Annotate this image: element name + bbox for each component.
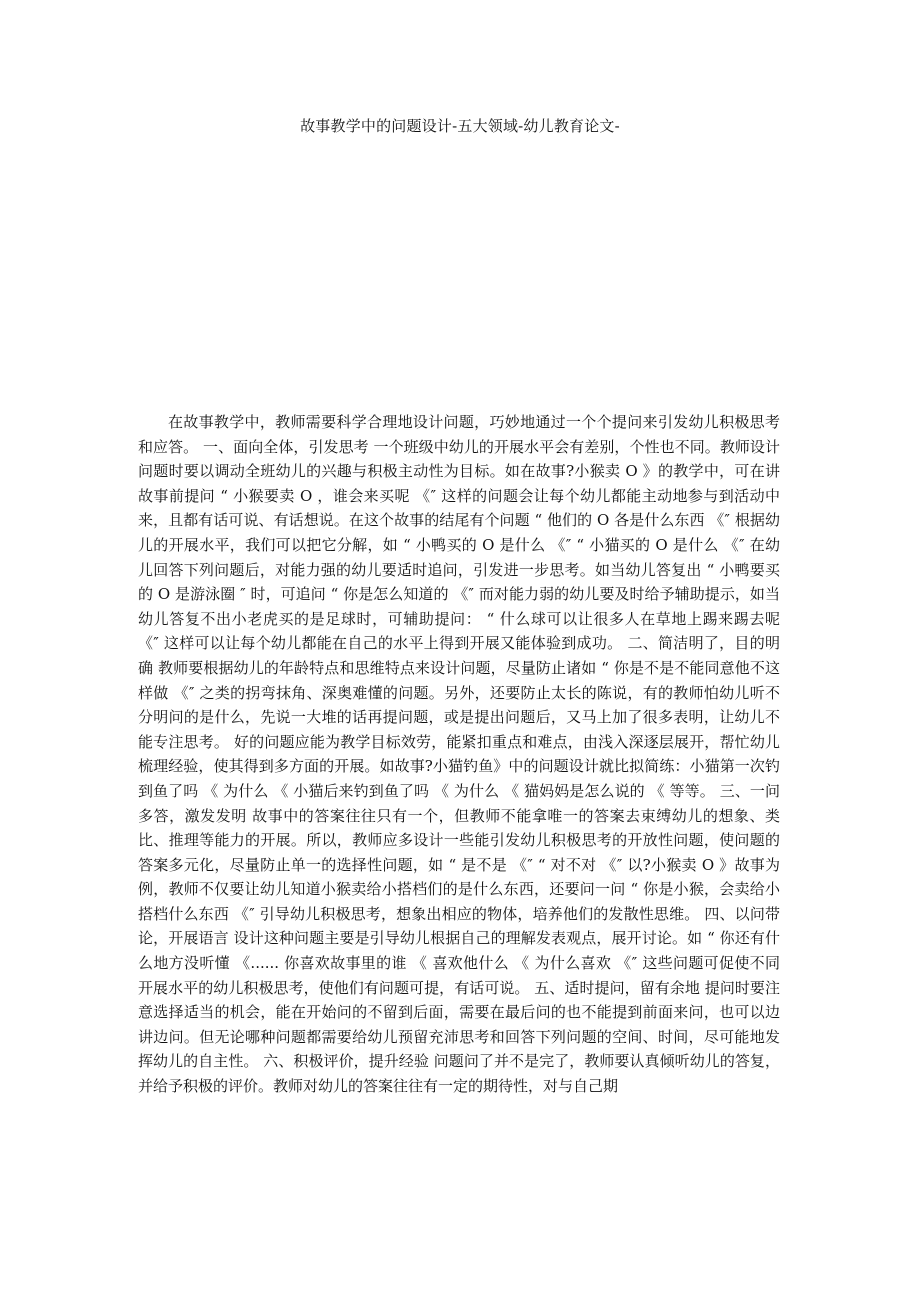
- document-title: 故事教学中的问题设计-五大领域-幼儿教育论文-: [300, 117, 620, 135]
- document-body-paragraph: 在故事教学中，教师需要科学合理地设计问题，巧妙地通过一个个提问来引发幼儿积极思考和应答。 一、面向全体，引发思考 一个班级中幼儿的开展水平会有差别，个性也不同。教师设计问题时要以调动全班幼儿的兴趣与积极主动性为目标。如在故事?小猴卖 O 》的教学中，可在讲故事前提问 “ 小猴要卖 O ，谁会来买呢 《″ 这样的问题会让每个幼儿都能主动地参与到活动中来，且都有话可说、有话想说。在这个故事的结尾有个问题 “ 他们的 O 各是什么东西 《″ 根据幼儿的开展水平，我们可以把它分解，如 “ 小鸭买的 O 是什么 《″ “ 小猫买的 O 是什么 《″ 在幼儿回答下列问题后，对能力强的幼儿要适时追问，引发进一步思考。如当幼儿答复出 “ 小鸭要买的 O 是游泳圈 ″ 时，可追问 “ 你是怎么知道的 《″ 而对能力弱的幼儿要及时给予辅助提示，如当幼儿答复不出小老虎买的是足球时，可辅助提问： “ 什么球可以让很多人在草地上踢来踢去呢 《″ 这样可以让每个幼儿都能在自己的水平上得到开展又能体验到成功。 二、简洁明了，目的明确 教师要根据幼儿的年龄特点和思维特点来设计问题，尽量防止诸如 “ 你是不是不能同意他不这样做 《″ 之类的拐弯抹角、深奥难懂的问题。另外，还要防止太长的陈说，有的教师怕幼儿听不分明问的是什么，先说一大堆的话再提问题，或是提出问题后，又马上加了很多表明，让幼儿不能专注思考。 好的问题应能为教学目标效劳，能紧扣重点和难点，由浅入深逐层展开，帮忙幼儿梳理经验，使其得到多方面的开展。如故事?小猫钓鱼》中的问题设计就比拟简练：小猫第一次钓到鱼了吗 《 为什么 《 小猫后来钓到鱼了吗 《 为什么 《 猫妈妈是怎么说的 《 等等。 三、一问多答，激发发明 故事中的答案往往只有一个，但教师不能拿唯一的答案去束缚幼儿的想象、类比、推理等能力的开展。所以，教师应多设计一些能引发幼儿积极思考的开放性问题，使问题的答案多元化，尽量防止单一的选择性问题，如 “ 是不是 《″ “ 对不对 《″ 以?小猴卖 O 》故事为例，教师不仅要让幼儿知道小猴卖给小搭档们的是什么东西，还要问一问 “ 你是小猴，会卖给小搭档什么东西 《″ 引导幼儿积极思考，想象出相应的物体，培养他们的发散性思维。 四、以问带论，开展语言 设计这种问题主要是引导幼儿根据自己的理解发表观点，展开讨论。如 “ 你还有什么地方没听懂 《...... 你喜欢故事里的谁 《 喜欢他什么 《 为什么喜欢 《″ 这些问题可促使不同开展水平的幼儿积极思考，使他们有问题可提，有话可说。 五、适时提问，留有余地 提问时要注意选择适当的机会，能在开始问的不留到后面，需要在最后问的也不能提到前面来问，也可以边讲边问。但无论哪种问题都需要给幼儿预留充沛思考和回答下列问题的空间、时间，尽可能地发挥幼儿的自主性。 六、积极评价，提升经验 问题问了并不是完了，教师要认真倾听幼儿的答复，并给予积极的评价。教师对幼儿的答案往往有一定的期待性，对与自己期: [138, 413, 780, 1096]
